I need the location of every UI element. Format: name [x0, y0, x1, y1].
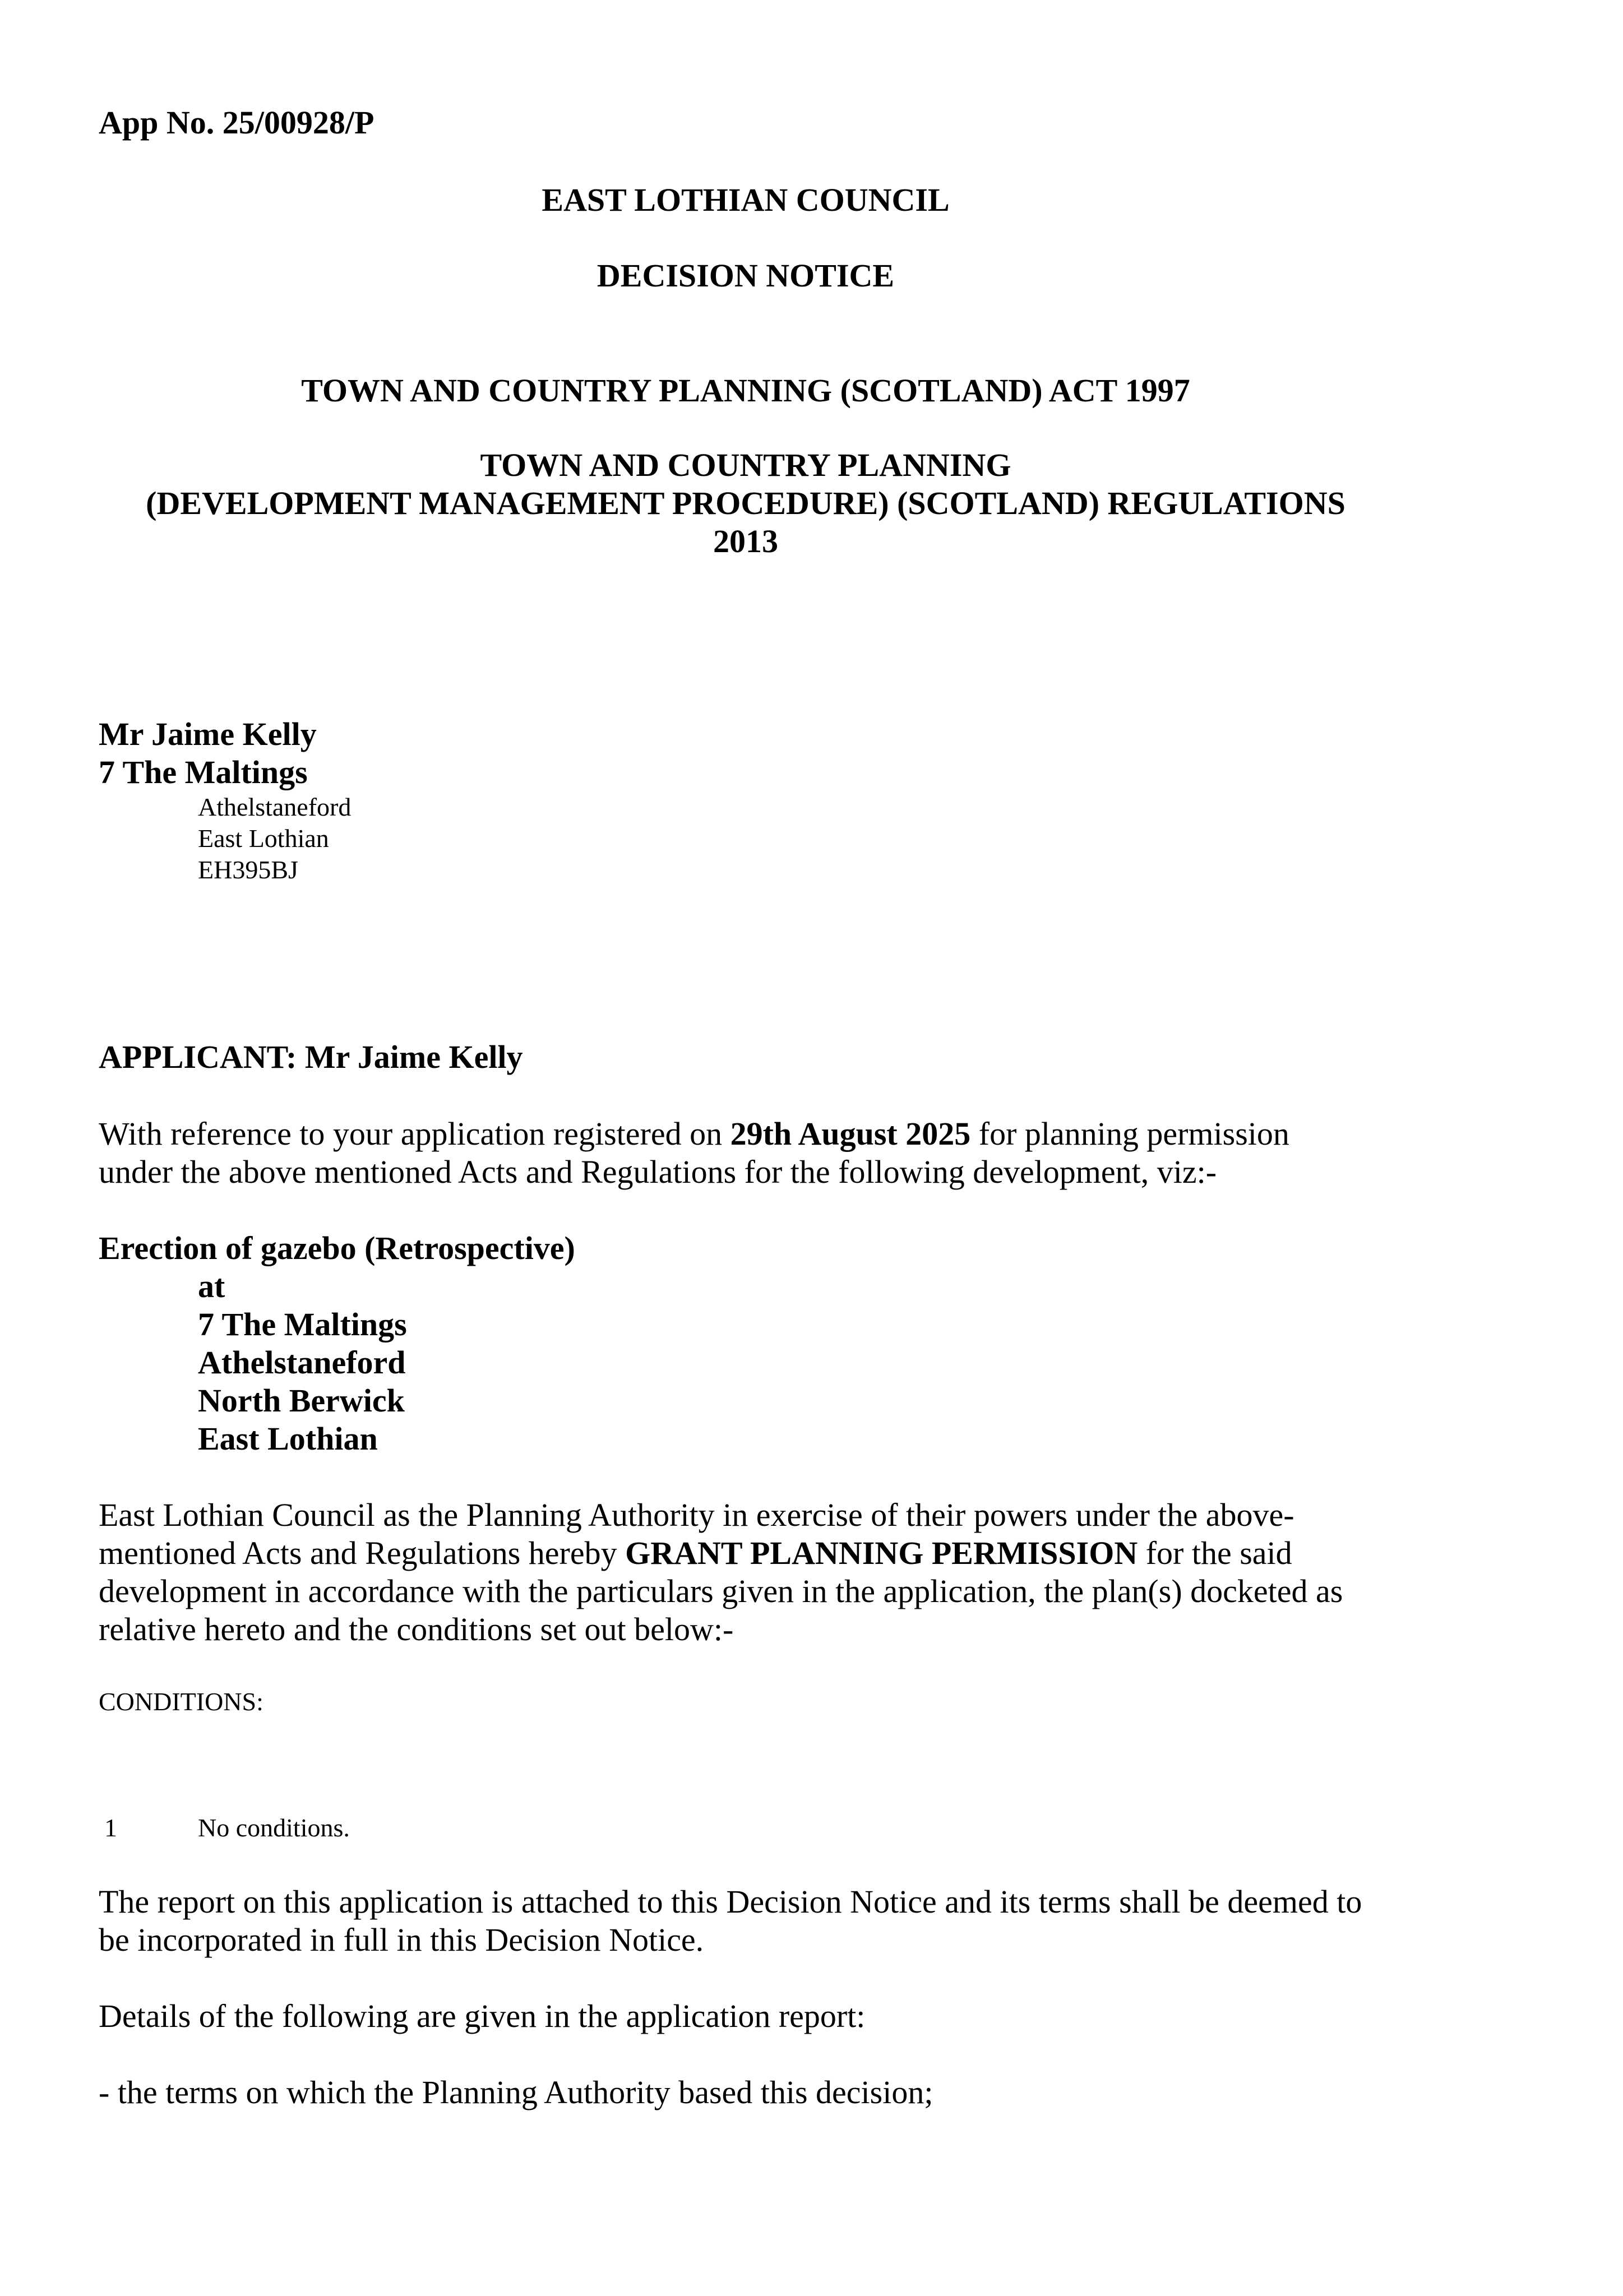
reference-line1: [99, 1115, 1289, 1152]
regulations-title-line1: TOWN AND COUNTRY PLANNING: [480, 447, 1011, 483]
council-name: EAST LOTHIAN COUNCIL: [542, 182, 950, 218]
registration-date: 29th August 2025: [730, 1115, 971, 1152]
recipient-address-line3: East Lothian: [198, 824, 329, 853]
grant-line1: East Lothian Council as the Planning Authority in exercise of their powers under the above-: [99, 1497, 1294, 1533]
decision-text: GRANT PLANNING PERMISSION: [625, 1535, 1138, 1571]
recipient-name: Mr Jaime Kelly: [99, 716, 317, 752]
recipient-address-line1: 7 The Maltings: [99, 754, 308, 790]
development-at: at: [198, 1268, 225, 1304]
grant-line2-end: for the said: [1138, 1535, 1292, 1571]
regulations-title-line3: 2013: [713, 523, 778, 559]
recipient-postcode: EH395BJ: [198, 855, 298, 884]
recipient-address-line2: Athelstaneford: [198, 793, 352, 821]
condition-number: 1: [104, 1813, 117, 1842]
details-bullet-1: - the terms on which the Planning Authority based this decision;: [99, 2074, 933, 2110]
grant-line2: [99, 1537, 1292, 1570]
reference-line2: under the above mentioned Acts and Regulations for the following development, viz:-: [99, 1154, 1217, 1190]
regulations-title-line2: (DEVELOPMENT MANAGEMENT PROCEDURE) (SCOTLAND) REGULATIONS: [146, 485, 1345, 521]
notice-title: DECISION NOTICE: [597, 257, 895, 294]
development-site-line2: Athelstaneford: [198, 1344, 406, 1381]
development-site-line1: 7 The Maltings: [198, 1306, 407, 1343]
conditions-heading: CONDITIONS:: [99, 1687, 263, 1716]
details-intro: Details of the following are given in the application report:: [99, 1998, 866, 2034]
applicant-label: APPLICANT: Mr Jaime Kelly: [99, 1039, 523, 1075]
development-site-line3: North Berwick: [198, 1382, 405, 1419]
development-site-line4: East Lothian: [198, 1420, 378, 1457]
report-line1: The report on this application is attached to this Decision Notice and its terms shall be deemed to: [99, 1883, 1362, 1920]
condition-text: No conditions.: [198, 1813, 350, 1842]
report-line2: be incorporated in full in this Decision Notice.: [99, 1922, 704, 1958]
development-title: Erection of gazebo (Retrospective): [99, 1230, 575, 1266]
grant-line3: development in accordance with the particulars given in the application, the plan(s) docketed as: [99, 1573, 1343, 1609]
application-number: App No. 25/00928/P: [99, 104, 374, 141]
grant-line4: relative hereto and the conditions set out below:-: [99, 1611, 734, 1647]
reference-line1-start: With reference to your application registered on: [99, 1115, 730, 1152]
act-title: TOWN AND COUNTRY PLANNING (SCOTLAND) ACT 1997: [301, 372, 1190, 409]
grant-line2-start: mentioned Acts and Regulations hereby: [99, 1535, 626, 1571]
reference-line1-end: for planning permission: [970, 1115, 1289, 1152]
